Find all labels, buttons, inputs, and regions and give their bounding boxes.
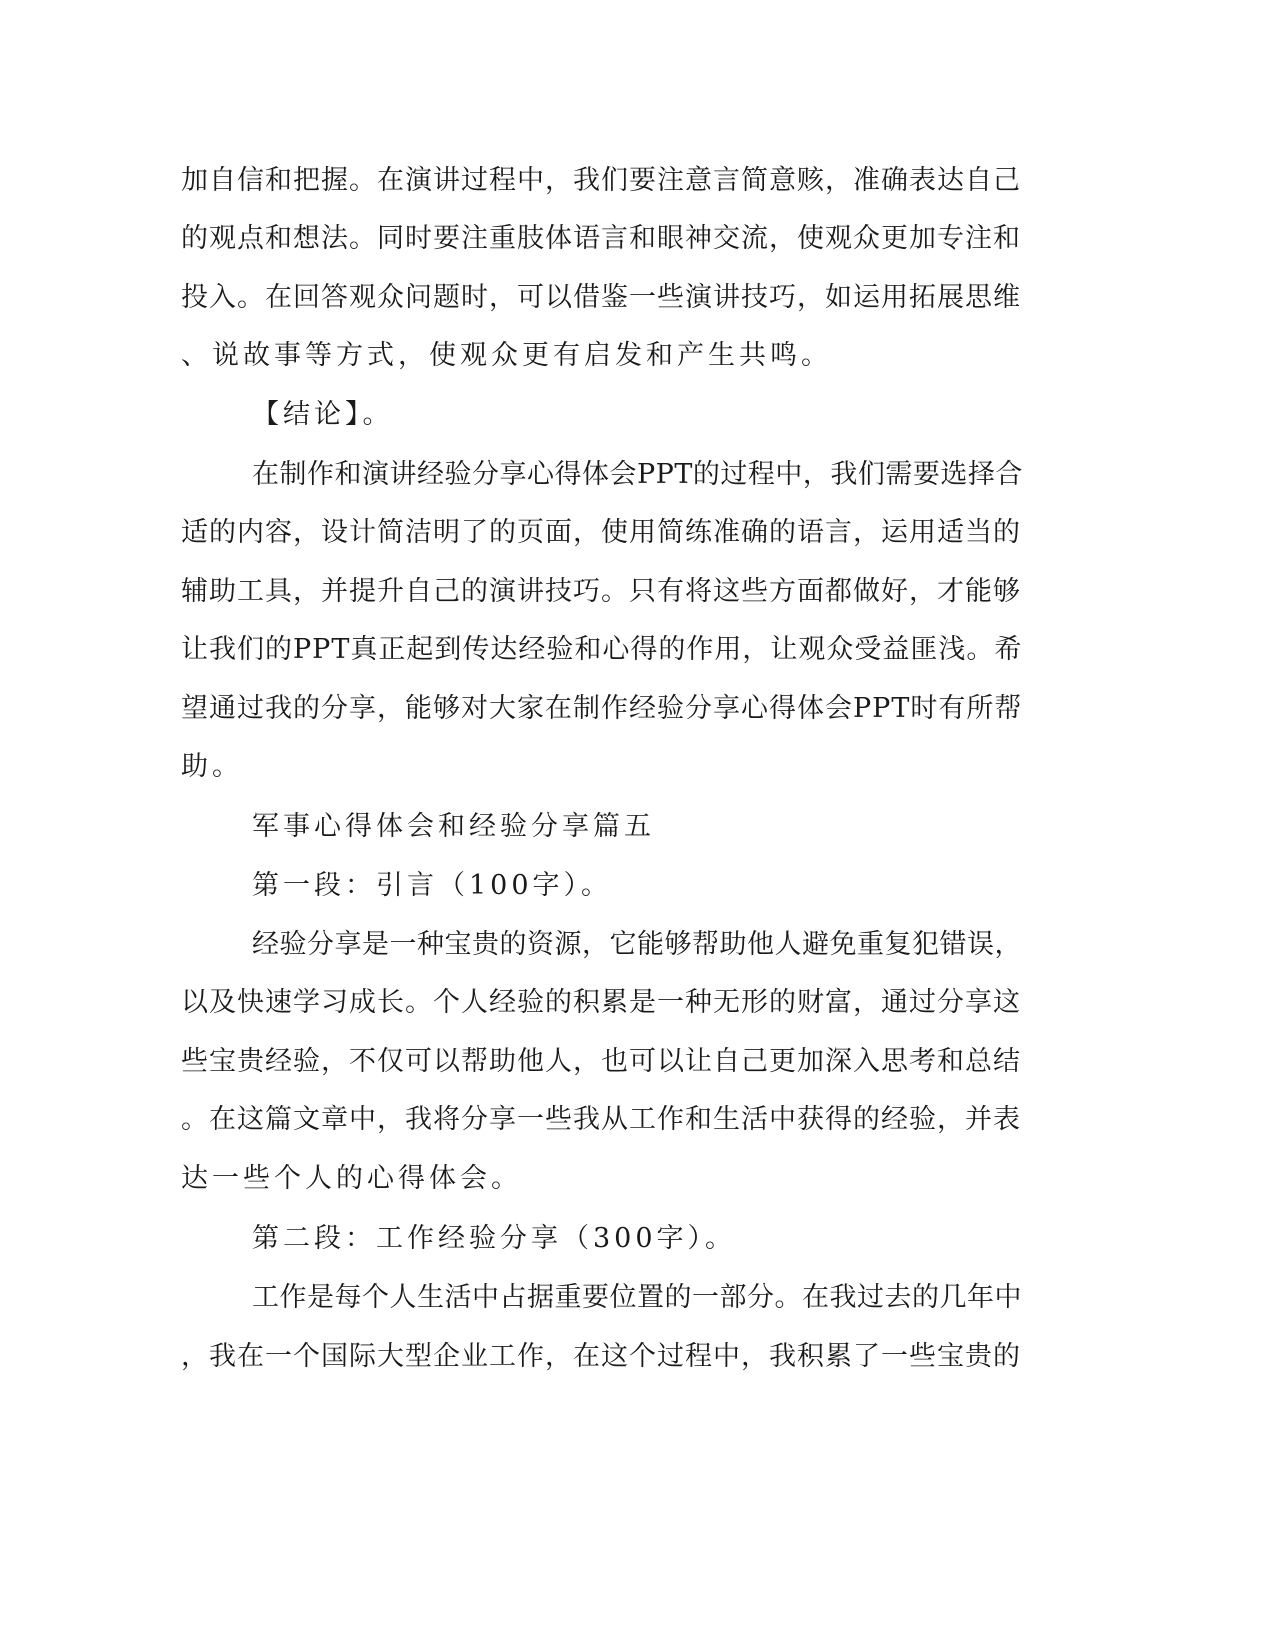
- text-line: 以及快速学习成长。个人经验的积累是一种无形的财富，通过分享这: [181, 987, 1021, 1018]
- text-line: 适的内容，设计简洁明了的页面，使用简练准确的语言，运用适当的: [181, 517, 1021, 548]
- text-line: 在制作和演讲经验分享心得体会PPT的过程中，我们需要选择合: [252, 459, 1023, 490]
- text-line: 经验分享是一种宝贵的资源，它能够帮助他人避免重复犯错误，: [252, 929, 1022, 960]
- text-line: 、说故事等方式，使观众更有启发和产生共鸣。: [181, 340, 832, 371]
- text-line: 投入。在回答观众问题时，可以借鉴一些演讲技巧，如运用拓展思维: [181, 282, 1021, 313]
- text-line: 工作是每个人生活中占据重要位置的一部分。在我过去的几年中: [252, 1282, 1022, 1313]
- section-heading: 第二段：工作经验分享（300字）。: [252, 1223, 737, 1254]
- text-line: 望通过我的分享，能够对大家在制作经验分享心得体会PPT时有所帮: [181, 693, 1023, 724]
- text-line: ，我在一个国际大型企业工作，在这个过程中，我积累了一些宝贵的: [181, 1341, 1021, 1372]
- section-heading: 第一段：引言（100字）。: [252, 870, 613, 901]
- text-line: 达一些个人的心得体会。: [181, 1163, 522, 1194]
- article-title: 军事心得体会和经验分享篇五: [252, 811, 655, 842]
- text-line: 辅助工具，并提升自己的演讲技巧。只有将这些方面都做好，才能够: [181, 576, 1021, 607]
- section-heading: 【结论】。: [252, 399, 394, 430]
- text-line: 些宝贵经验，不仅可以帮助他人，也可以让自己更加深入思考和总结: [181, 1046, 1021, 1077]
- text-line: 的观点和想法。同时要注重肢体语言和眼神交流，使观众更加专注和: [181, 223, 1021, 254]
- text-line: 。在这篇文章中，我将分享一些我从工作和生活中获得的经验，并表: [181, 1104, 1021, 1135]
- text-line: 让我们的PPT真正起到传达经验和心得的作用，让观众受益匪浅。希: [181, 634, 1023, 665]
- text-line: 助。: [181, 751, 243, 782]
- text-line: 加自信和把握。在演讲过程中，我们要注意言简意赅，准确表达自己: [181, 165, 1021, 196]
